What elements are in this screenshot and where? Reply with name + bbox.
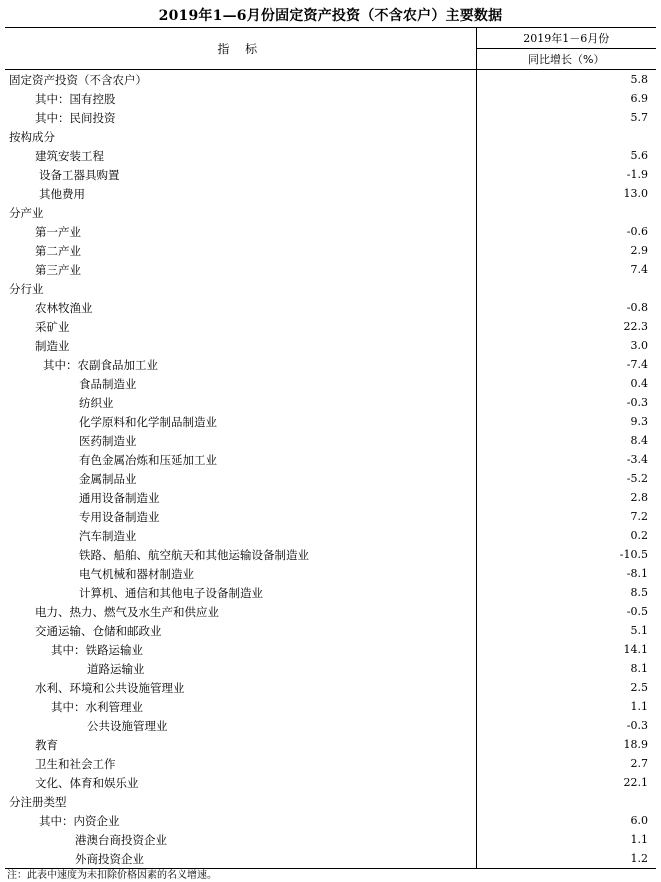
row-value	[476, 127, 656, 146]
row-value: -3.4	[626, 453, 648, 466]
row-value: 1.2	[476, 849, 656, 869]
table-row	[5, 184, 656, 203]
row-value: -7.4	[626, 358, 648, 371]
table-row	[5, 507, 656, 526]
table-row	[5, 374, 656, 393]
row-value: 2.7	[630, 757, 648, 770]
row-value: 22.3	[623, 320, 648, 333]
row-label: 建筑安装工程	[5, 146, 476, 165]
row-value	[476, 203, 656, 222]
row-label: 铁路、船舶、航空航天和其他运输设备制造业	[5, 545, 476, 564]
row-value: 5.7	[630, 111, 648, 124]
table-row	[5, 70, 656, 90]
table-row	[5, 393, 656, 412]
table-row	[5, 811, 656, 830]
table-body	[5, 70, 656, 869]
row-value: 14.1	[623, 643, 648, 656]
table-row	[5, 298, 656, 317]
table-row	[5, 222, 656, 241]
table-row	[5, 488, 656, 507]
table-row	[5, 431, 656, 450]
row-label: 分注册类型	[5, 792, 476, 811]
row-value: 7.2	[630, 510, 648, 523]
table-row	[5, 412, 656, 431]
indicator-header: 指 标	[5, 28, 476, 70]
row-label: 通用设备制造业	[5, 488, 476, 507]
row-label: 计算机、通信和其他电子设备制造业	[5, 583, 476, 602]
row-value: -0.5	[626, 605, 648, 618]
table-row	[5, 165, 656, 184]
row-label: 港澳台商投资企业	[5, 830, 476, 849]
row-label: 食品制造业	[5, 374, 476, 393]
table-row	[5, 89, 656, 108]
table-row	[5, 146, 656, 165]
row-label: 固定资产投资（不含农户）	[5, 70, 476, 90]
table-row	[5, 108, 656, 127]
row-value: -1.9	[626, 168, 648, 181]
row-value: 13.0	[623, 187, 648, 200]
table-row	[5, 203, 656, 222]
table-row	[5, 792, 656, 811]
row-label: 纺织业	[5, 393, 476, 412]
row-label: 交通运输、仓储和邮政业	[5, 621, 476, 640]
growth-header: 同比增长（%）	[476, 49, 656, 70]
row-value: 8.1	[630, 662, 648, 675]
row-label: 其他费用	[5, 184, 476, 203]
table-row	[5, 317, 656, 336]
row-label: 农林牧渔业	[5, 298, 476, 317]
row-label: 外商投资企业	[5, 849, 476, 869]
row-value: -0.6	[626, 225, 648, 238]
row-label: 其中：农副食品加工业	[5, 355, 476, 374]
row-label: 道路运输业	[5, 659, 476, 678]
row-value: 2.9	[630, 244, 648, 257]
row-label: 卫生和社会工作	[5, 754, 476, 773]
row-value: 7.4	[630, 263, 648, 276]
row-label: 其中：国有控股	[5, 89, 476, 108]
table-row	[5, 830, 656, 849]
row-value: 1.1	[630, 833, 648, 846]
row-value	[476, 279, 656, 298]
row-label: 采矿业	[5, 317, 476, 336]
table-row	[5, 336, 656, 355]
table-row	[5, 526, 656, 545]
period-header: 2019年1－6月份	[476, 28, 656, 49]
table-row	[5, 279, 656, 298]
table-row	[5, 355, 656, 374]
row-label: 制造业	[5, 336, 476, 355]
table-row	[5, 621, 656, 640]
row-label: 医药制造业	[5, 431, 476, 450]
table-row	[5, 678, 656, 697]
row-value: 0.2	[630, 529, 648, 542]
row-value: 6.0	[630, 814, 648, 827]
table-row	[5, 450, 656, 469]
row-label: 其中：内资企业	[5, 811, 476, 830]
row-value: -0.3	[626, 396, 648, 409]
row-value: 18.9	[623, 738, 648, 751]
row-label: 分行业	[5, 279, 476, 298]
table-row	[5, 127, 656, 146]
footnote: 注：此表中速度为未扣除价格因素的名义增速。	[7, 870, 217, 881]
row-label: 教育	[5, 735, 476, 754]
row-value: 8.4	[630, 434, 648, 447]
row-label: 化学原料和化学制品制造业	[5, 412, 476, 431]
row-label: 专用设备制造业	[5, 507, 476, 526]
row-value: 0.4	[630, 377, 648, 390]
row-value: -5.2	[626, 472, 648, 485]
row-label: 其中：铁路运输业	[5, 640, 476, 659]
row-label: 按构成分	[5, 127, 476, 146]
row-label: 电气机械和器材制造业	[5, 564, 476, 583]
row-label: 设备工器具购置	[5, 165, 476, 184]
row-label: 金属制品业	[5, 469, 476, 488]
row-label: 其中：民间投资	[5, 108, 476, 127]
row-label: 电力、热力、燃气及水生产和供应业	[5, 602, 476, 621]
row-label: 汽车制造业	[5, 526, 476, 545]
row-value: 3.0	[630, 339, 648, 352]
row-value: 1.1	[630, 700, 648, 713]
row-label: 文化、体育和娱乐业	[5, 773, 476, 792]
table-row	[5, 545, 656, 564]
row-label: 第一产业	[5, 222, 476, 241]
row-label: 有色金属冶炼和压延加工业	[5, 450, 476, 469]
row-value	[476, 792, 656, 811]
row-value: 9.3	[630, 415, 648, 428]
table-row	[5, 241, 656, 260]
row-value: 5.6	[630, 149, 648, 162]
row-label: 其中：水利管理业	[5, 697, 476, 716]
row-value: 2.5	[630, 681, 648, 694]
row-label: 水利、环境和公共设施管理业	[5, 678, 476, 697]
row-value: -0.8	[626, 301, 648, 314]
table-row	[5, 260, 656, 279]
row-value: -8.1	[626, 567, 648, 580]
row-value: -0.3	[626, 719, 648, 732]
row-value: -10.5	[619, 548, 648, 561]
table-row	[5, 564, 656, 583]
table-row	[5, 659, 656, 678]
row-value: 2.8	[630, 491, 648, 504]
row-value: 6.9	[630, 92, 648, 105]
table-row	[5, 735, 656, 754]
table-title: 2019年1—6月份固定资产投资（不含农户）主要数据	[158, 8, 503, 24]
row-value: 5.8	[630, 73, 648, 86]
row-value: 22.1	[623, 776, 648, 789]
row-value: 8.5	[630, 586, 648, 599]
table-row	[5, 640, 656, 659]
table-row	[5, 469, 656, 488]
row-value: 5.1	[630, 624, 648, 637]
row-label: 第三产业	[5, 260, 476, 279]
row-label: 第二产业	[5, 241, 476, 260]
table-row	[5, 754, 656, 773]
row-label: 分产业	[5, 203, 476, 222]
table-row	[5, 602, 656, 621]
row-label: 公共设施管理业	[5, 716, 476, 735]
investment-data-table	[5, 27, 656, 869]
table-row	[5, 773, 656, 792]
table-row	[5, 716, 656, 735]
table-row	[5, 697, 656, 716]
table-row	[5, 583, 656, 602]
